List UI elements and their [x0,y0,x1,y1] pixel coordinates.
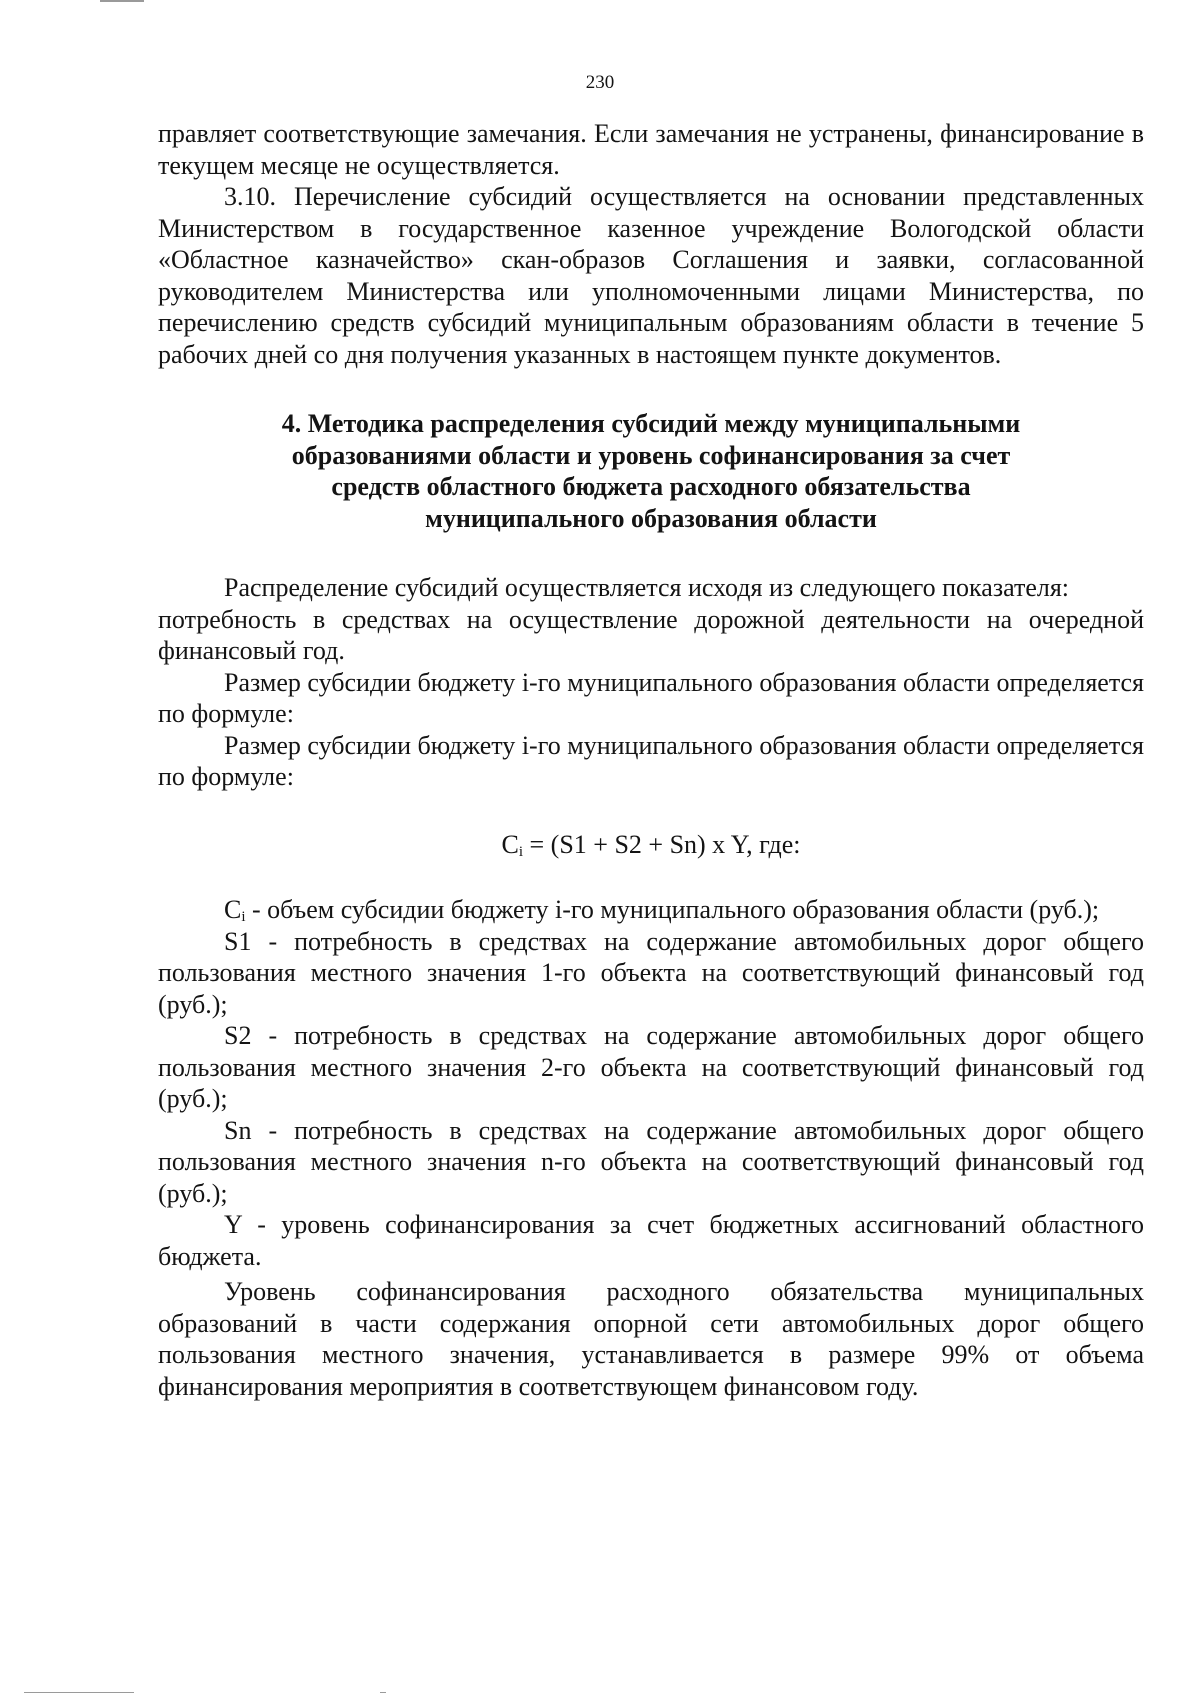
page-number: 230 [585,72,615,93]
paragraph-size-1: Размер субсидии бюджету i-го муниципального образования области определяется по формуле: [158,667,1144,728]
formula-rhs: = (S1 + S2 + Sn) x Y, где: [523,829,801,859]
paragraph-need: потребность в средствах на осуществление дорожной деятельности на очередной финансовый год. [158,604,1144,665]
definition-s2: S2 - потребность в средствах на содержание автомобильных дорог общего пользования местного значения 2-го объекта на соответствующий финансовый год (руб.); [158,1021,1144,1113]
formula-lhs: C [501,829,519,859]
section-heading-line-2: образованиями области и уровень софинансирования за счет [291,440,1011,470]
section-heading-line-1: 4. Методика распределения субсидий между муниципальными [281,409,1021,438]
scan-mark-top [100,0,144,2]
definition-y: Y - уровень софинансирования за счет бюджетных ассигнований областного бюджета. [158,1210,1144,1271]
definition-ci-text: - объем субсидии бюджету i-го муниципального образования области (руб.); [245,895,1100,924]
definition-ci [158,894,1144,926]
formula-lhs-subscript: i [518,843,523,860]
paragraph-cofinancing-level: Уровень софинансирования расходного обязательства муниципальных образований в части содержания опорной сети автомобильных дорог общего пользования местного значения, устанавливается в размере 99% от объема финансирования мероприятия в соответствующем финансовом году. [158,1277,1144,1401]
paragraph-continuation: правляет соответствующие замечания. Если замечания не устранены, финансирование в текущем месяце не осуществляется. [158,119,1144,180]
formula [158,829,1144,861]
scan-mark-bottom-mid [380,1692,386,1693]
definition-sn: Sn - потребность в средствах на содержание автомобильных дорог общего пользования местного значения n-го объекта на соответствующий финансовый год (руб.); [158,1115,1144,1208]
paragraph-distribution: Распределение субсидий осуществляется исходя из следующего показателя: [224,573,1070,602]
definition-ci-symbol: C [224,895,242,924]
scan-mark-bottom-left [24,1692,134,1693]
section-heading-line-3: средств областного бюджета расходного обязательства [331,472,971,501]
document-body [158,118,1144,1402]
definition-s1: S1 - потребность в средствах на содержание автомобильных дорог общего пользования местного значения 1-го объекта на соответствующий финансовый год (руб.); [158,926,1144,1019]
section-heading [158,408,1144,534]
paragraph-3-10: 3.10. Перечисление субсидий осуществляется на основании представленных Министерством в государственное казенное учреждение Вологодской области «Областное казначейство» скан-образов Соглашения и заявки, согласованной руководителем Министерства или уполномоченными лицами Министерства, по перечислению средств субсидий муниципальным образованиям области в течение 5 рабочих дней со дня получения указанных в настоящем пункте документов. [158,182,1144,369]
section-heading-line-4: муниципального образования области [425,503,877,533]
paragraph-size-2: Размер субсидии бюджету i-го муниципального образования области определяется по формуле: [158,730,1144,791]
definition-ci-subscript: i [241,909,246,925]
